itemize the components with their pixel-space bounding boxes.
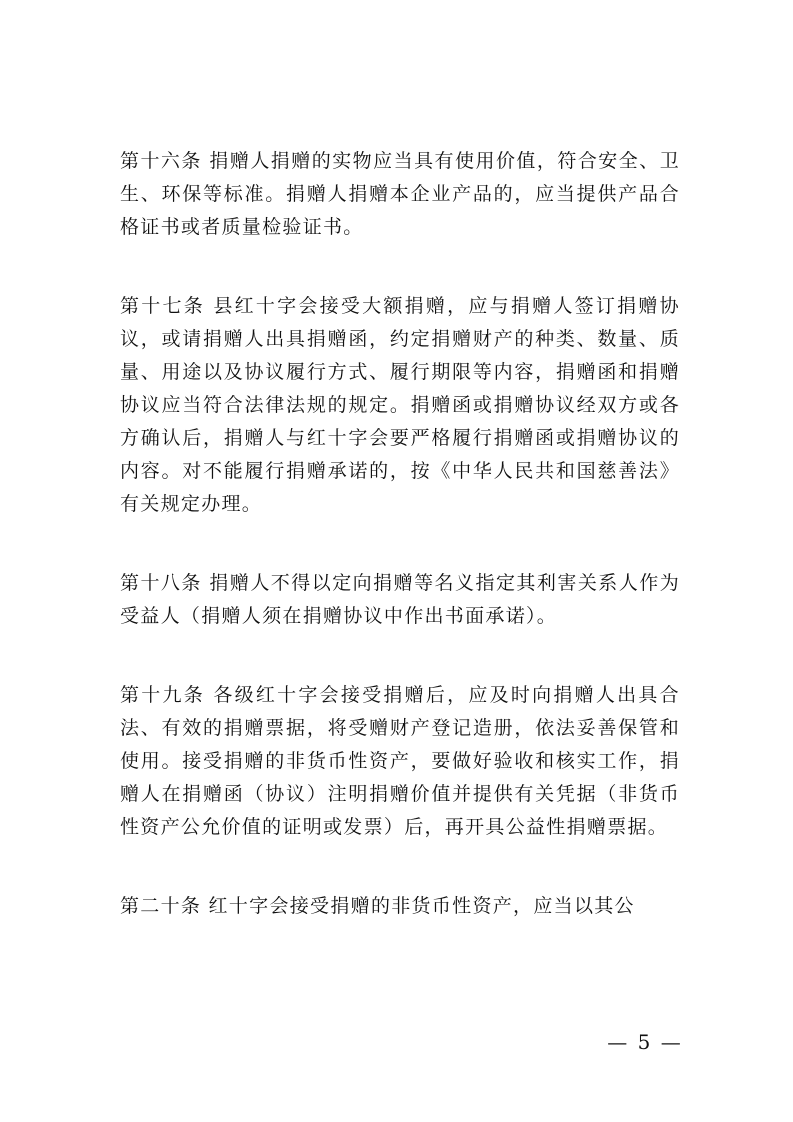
article-16-text: 第十六条 捐赠人捐赠的实物应当具有使用价值，符合安全、卫生、环保等标准。捐赠人捐赠本企业产品的，应当提供产品合格证书或者质量检验证书。	[120, 150, 680, 238]
page-number: — 5 —	[607, 1030, 683, 1054]
article-20-text: 第二十条 红十字会接受捐赠的非货币性资产，应当以其公	[120, 895, 635, 917]
article-16	[120, 145, 680, 244]
article-19	[120, 679, 680, 844]
article-20	[120, 890, 680, 923]
articles-body	[120, 145, 680, 969]
article-18	[120, 567, 680, 633]
article-17	[120, 290, 680, 521]
article-17-text: 第十七条 县红十字会接受大额捐赠，应与捐赠人签订捐赠协议，或请捐赠人出具捐赠函，约定捐赠财产的种类、数量、质量、用途以及协议履行方式、履行期限等内容，捐赠函和捐赠协议应当符合法律法规的规定。捐赠函或捐赠协议经双方或各方确认后，捐赠人与红十字会要严格履行捐赠函或捐赠协议的内容。对不能履行捐赠承诺的，按《中华人民共和国慈善法》有关规定办理。	[120, 295, 680, 515]
article-19-text: 第十九条 各级红十字会接受捐赠后，应及时向捐赠人出具合法、有效的捐赠票据，将受赠财产登记造册，依法妥善保管和使用。接受捐赠的非货币性资产，要做好验收和核实工作，捐赠人在捐赠函（协议）注明捐赠价值并提供有关凭据（非货币性资产公允价值的证明或发票）后，再开具公益性捐赠票据。	[120, 684, 680, 838]
article-18-text: 第十八条 捐赠人不得以定向捐赠等名义指定其利害关系人作为受益人（捐赠人须在捐赠协议中作出书面承诺）。	[120, 572, 680, 627]
